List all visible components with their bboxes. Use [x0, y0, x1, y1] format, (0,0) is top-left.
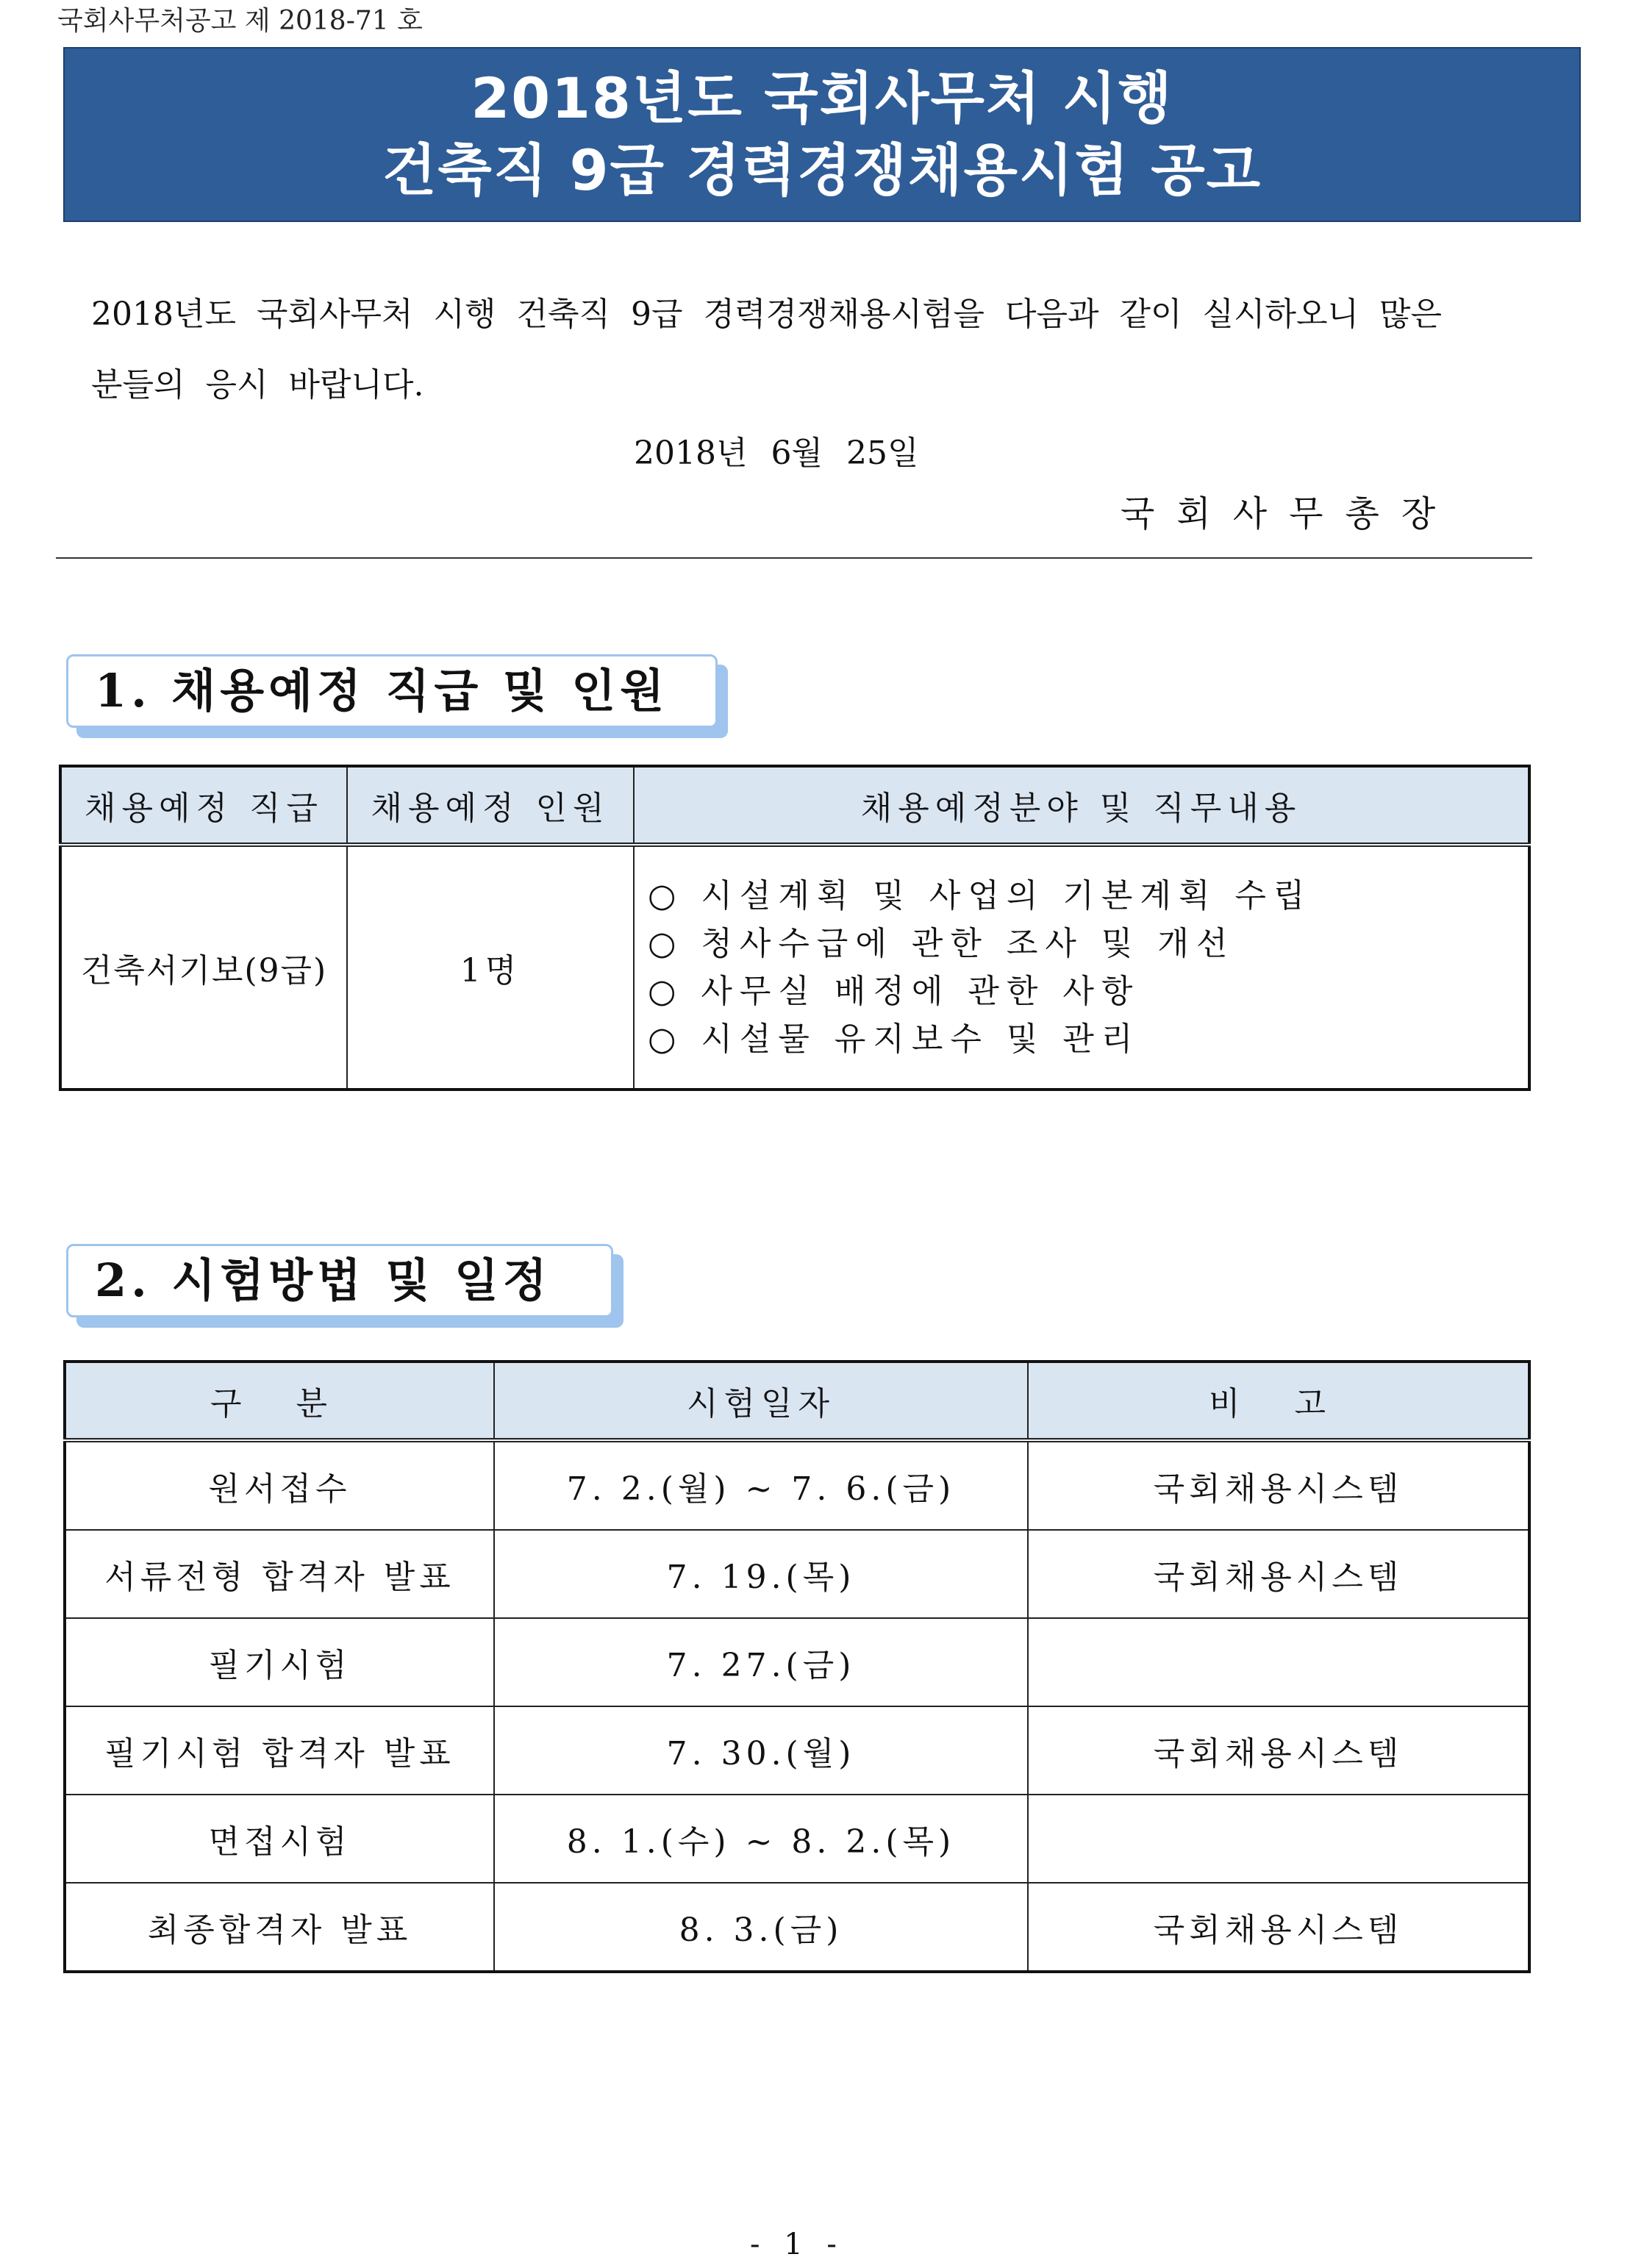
date-cell: 8. 3.(금)	[494, 1883, 1028, 1972]
header-note: 비 고	[1028, 1362, 1529, 1440]
table-row	[65, 1795, 1529, 1883]
date-cell: 7. 2.(월) ~ 7. 6.(금)	[494, 1440, 1028, 1530]
recruitment-table	[59, 765, 1531, 1091]
duty-item: ○ 시설물 유지보수 및 관리	[648, 1020, 1140, 1058]
title-banner	[63, 47, 1581, 222]
count-cell: 1명	[347, 845, 634, 1090]
header-count: 채용예정 인원	[347, 766, 634, 845]
title-line-2: 건축직 9급 경력경쟁채용시험 공고	[382, 137, 1262, 203]
duties-cell	[634, 845, 1529, 1090]
note-cell: 국회채용시스템	[1028, 1883, 1529, 1972]
table-row	[65, 1706, 1529, 1795]
note-cell: 국회채용시스템	[1028, 1530, 1529, 1618]
header-grade: 채용예정 직급	[60, 766, 347, 845]
category-cell: 서류전형 합격자 발표	[65, 1530, 494, 1618]
note-cell	[1028, 1618, 1529, 1706]
title-line-1: 2018년도 국회사무처 시행	[471, 65, 1173, 131]
duty-item: ○ 시설계획 및 사업의 기본계획 수립	[648, 877, 1312, 915]
notice-number: 국회사무처공고 제 2018-71 호	[57, 6, 423, 36]
date-cell: 7. 30.(월)	[494, 1706, 1028, 1795]
section-1-heading: 1. 채용예정 직급 및 인원	[66, 654, 718, 728]
date-cell: 8. 1.(수) ~ 8. 2.(목)	[494, 1795, 1028, 1883]
date-cell: 7. 19.(목)	[494, 1530, 1028, 1618]
table-row	[65, 1530, 1529, 1618]
category-cell: 면접시험	[65, 1795, 494, 1883]
date-cell: 7. 27.(금)	[494, 1618, 1028, 1706]
table-row	[60, 845, 1529, 1090]
table-row	[65, 1883, 1529, 1972]
schedule-table	[63, 1360, 1531, 1973]
note-cell: 국회채용시스템	[1028, 1706, 1529, 1795]
category-cell: 필기시험	[65, 1618, 494, 1706]
table-row	[65, 1440, 1529, 1530]
category-cell: 원서접수	[65, 1440, 494, 1530]
table-header-row	[60, 766, 1529, 845]
category-cell: 최종합격자 발표	[65, 1883, 494, 1972]
grade-cell: 건축서기보(9급)	[60, 845, 347, 1090]
intro-line-2: 분들의 응시 바랍니다.	[91, 366, 424, 404]
notice-date: 2018년 6월 25일	[634, 434, 919, 472]
category-cell: 필기시험 합격자 발표	[65, 1706, 494, 1795]
page-number: - 1 -	[750, 2228, 844, 2261]
header-category: 구 분	[65, 1362, 494, 1440]
divider	[56, 557, 1532, 559]
signer: 국회사무총장	[1121, 493, 1458, 534]
duty-item: ○ 사무실 배정에 관한 사항	[648, 973, 1140, 1010]
table-header-row	[65, 1362, 1529, 1440]
table-row	[65, 1618, 1529, 1706]
section-2-heading: 2. 시험방법 및 일정	[66, 1244, 613, 1317]
note-cell	[1028, 1795, 1529, 1883]
header-duties: 채용예정분야 및 직무내용	[634, 766, 1529, 845]
intro-paragraph	[91, 279, 1532, 421]
duty-item: ○ 청사수급에 관한 조사 및 개선	[648, 925, 1235, 962]
header-date: 시험일자	[494, 1362, 1028, 1440]
intro-line-1: 2018년도 국회사무처 시행 건축직 9급 경력경쟁채용시험을 다음과 같이 실시하오니 많은	[91, 296, 1442, 333]
note-cell: 국회채용시스템	[1028, 1440, 1529, 1530]
